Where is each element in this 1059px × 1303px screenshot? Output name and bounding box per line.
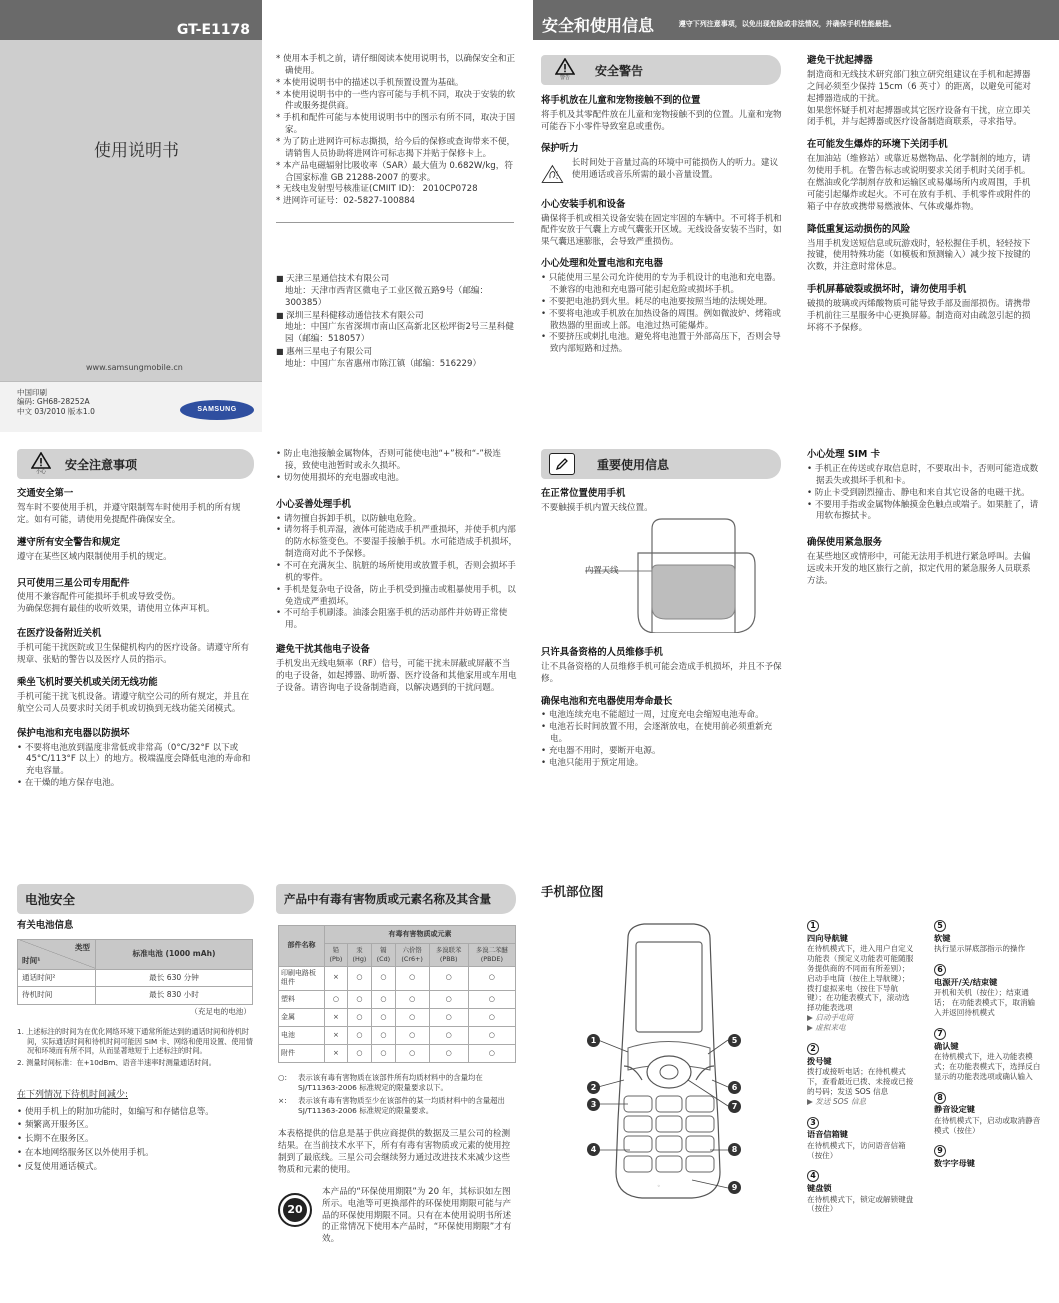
section-text: 当用手机发送短信息或玩游戏时，轻松握住手机，轻轻按下按键，使用特殊功能（如模板和预测输入）减少按下按键的次数，并注意时常休息。: [807, 238, 1031, 273]
warning-column-b: [807, 55, 1039, 335]
section-heading: 只许具备资格的人员维修手机: [541, 646, 663, 658]
note-item: * 本使用说明书中的一些内容可能与手机不同，取决于安装的软件或服务提供商。: [276, 90, 516, 114]
substance-mark: ○: [347, 1026, 371, 1044]
substance-mark: ×: [325, 966, 348, 990]
key-text: 执行显示屏底部指示的操作: [934, 944, 1026, 954]
substances-table: [278, 925, 516, 1063]
note-item: * 无线电发射型号核准证(CMIIT ID)： 2010CP0728: [276, 184, 516, 196]
info-header: [541, 449, 781, 479]
footnote: 1. 上述标注的时间为在优化网络环境下通常所能达到的通话时间和待机时间，实际通话时间和待机时间可能因 SIM 卡、网络和使用设置、使用情况和环境而有所不同，从而显著地短于上述标注的时间。: [17, 1027, 253, 1055]
section-text: 手机可能干扰飞机设备。请遵守航空公司的所有规定，并且在航空公司人员要求时关闭手机或切换到无线功能关闭模式。: [17, 691, 250, 714]
row-label: 通话时间²: [18, 969, 96, 986]
key-number: 1: [807, 920, 819, 932]
list-item: • 不可给手机刷漆。油漆会阻塞手机的活动部件并妨碍正常使用。: [276, 608, 518, 632]
company-name: 深圳三星科健移动通信技术有限公司: [286, 310, 424, 321]
legend: [278, 1073, 518, 1116]
key-number: 4: [807, 1170, 819, 1182]
bullet-list: [541, 273, 783, 356]
list-item: • 不要把电池扔到火里。耗尽的电池要按照当地的法规处理。: [541, 297, 783, 309]
model-number: GT-E1178: [176, 22, 250, 38]
battery-table: [17, 939, 253, 1005]
print-origin: 中国印刷: [17, 388, 47, 397]
phone-layout-title: 手机部位图: [533, 876, 783, 904]
table-row: [279, 990, 516, 1008]
table-row: [279, 1026, 516, 1044]
caution-icon-label: 小心: [35, 469, 46, 476]
key-description: [807, 1043, 915, 1107]
section-heading: 保护电池和充电器以防损坏: [17, 727, 130, 739]
substances-body: [279, 966, 516, 1062]
diagonal-header-cell: [18, 939, 96, 969]
eco-block: [278, 1187, 518, 1246]
key-description: [934, 964, 1042, 1018]
note-item: * 进网许可证号：02-5827-100884: [276, 196, 516, 208]
part-name: 电池: [279, 1026, 325, 1044]
callout-5: 5: [728, 1034, 741, 1047]
section-text: 在加油站（维修站）或靠近易燃物品、化学制剂的地方，请勿使用手机。在警告标志或说明要求关闭手机时关闭手机。在燃油或化学制剂存放和运输区或易爆场所内或周围，手机可能引起爆炸或起火。不可在放有手机、手机零件或附件的箱子中存放或携带易燃液体、气体或爆炸物。: [807, 154, 1031, 212]
bullet-list: [276, 449, 518, 485]
list-item: • 请勿擅自拆卸手机，以防触电危险。: [276, 514, 518, 526]
key-link-text: 发送 SOS 信息: [815, 1096, 867, 1106]
legend-mark: ○:: [278, 1072, 287, 1082]
section-text: 让不具备资格的人员维修手机可能会造成手机损坏，并且不予保修。: [541, 661, 782, 684]
table-header-row: [279, 926, 516, 944]
substance-mark: ○: [372, 1044, 396, 1062]
banner-title: 安全和使用信息: [542, 16, 655, 35]
part-name: 金属: [279, 1008, 325, 1026]
key-title: 拨号键: [807, 1055, 832, 1066]
section-heading: 避免干扰起搏器: [807, 55, 873, 66]
note-item: * 使用本手机之前，请仔细阅读本使用说明书，以确保安全和正确使用。: [276, 54, 516, 78]
legend-item: [278, 1096, 518, 1115]
section-text: 为确保您拥有最佳的收听效果，请使用立体声耳机。: [17, 604, 215, 615]
eco-period-badge: [278, 1193, 312, 1227]
callout-6: 6: [728, 1081, 741, 1094]
section-heading: 乘坐飞机时要关机或关闭无线功能: [17, 676, 158, 688]
warning-title: 安全警告: [595, 63, 644, 78]
warning-icon: [549, 57, 581, 83]
substance-mark: ○: [395, 990, 429, 1008]
company-list: [276, 273, 516, 371]
list-item: • 在本地网络服务区以外使用手机。: [17, 1147, 255, 1161]
note-item: * 本产品电磁辐射比吸收率（SAR）最大值为 0.682W/kg，符合国家标准 GB 21288-2007 的要求。: [276, 161, 516, 185]
substance-mark: ○: [429, 1026, 468, 1044]
footnotes: [17, 1027, 255, 1067]
info-title: 重要使用信息: [597, 457, 670, 472]
key-link-text: 虚拟来电: [815, 1023, 846, 1033]
substance-mark: ○: [395, 1008, 429, 1026]
section-heading: 手机屏幕破裂或损坏时，请勿使用手机: [807, 284, 967, 296]
keys-column-b: [934, 920, 1042, 1170]
callout-1: 1: [587, 1034, 600, 1047]
banner-subtitle: 遵守下列注意事项，以免出现危险或非法情况，并确保手机性能最佳。: [678, 19, 896, 28]
battery-subtitle: 有关电池信息: [17, 920, 74, 931]
reduce-title: 在下列情况下待机时间减少:: [17, 1090, 129, 1101]
callout-4: 4: [587, 1143, 600, 1156]
key-title: 静音设定键: [934, 1104, 975, 1115]
list-item: • 手机正在传送或存取信息时，不要取出卡，否则可能造成数据丢失或损坏手机和卡。: [807, 464, 1039, 488]
bullet-list: [807, 464, 1039, 523]
battery-header: [17, 884, 254, 914]
divider: [276, 222, 514, 223]
antenna-diagram: [541, 515, 783, 633]
key-title: 键盘锁: [807, 1183, 832, 1194]
substance-mark: ○: [429, 1044, 468, 1062]
company-address: 地址：中国广东省深圳市南山区高新北区松坪街2号三星科健园（邮编：518057）: [285, 322, 514, 345]
caution-header: [17, 449, 254, 479]
list-item: • 使用手机上的附加功能时，如编写和存储信息等。: [17, 1106, 255, 1120]
substance-mark: ○: [372, 1008, 396, 1026]
note-icon: [549, 453, 575, 475]
warning-column-a: [541, 95, 783, 356]
section-text: 驾车时不要使用手机，并遵守限制驾车时使用手机的所有规定。如有可能，请使用免提配件确保安全。: [17, 502, 241, 525]
warning-header: [541, 55, 781, 85]
table-row: [279, 1044, 516, 1062]
key-description: [807, 1170, 915, 1214]
table-row: [279, 1008, 516, 1026]
substance-mark: ○: [347, 1044, 371, 1062]
key-number: 9: [934, 1145, 946, 1157]
list-item: • 不要将电池放到温度非常低或非常高（0°C/32°F 以下或 45°C/113°F 以上）的地方。极端温度会降低电池的寿命和充电容量。: [17, 743, 253, 779]
company-item: [276, 310, 516, 347]
eco-period-number: 20: [283, 1198, 307, 1222]
callout-9: 9: [728, 1181, 741, 1194]
section-heading: 小心妥善处理手机: [276, 498, 352, 510]
key-title: 电源开/关/结束键: [934, 976, 998, 987]
callout-2: 2: [587, 1081, 600, 1094]
key-number: 3: [807, 1117, 819, 1129]
key-title: 数字字母键: [934, 1158, 975, 1169]
table-row: [279, 966, 516, 990]
list-item: • 电池只能用于预定用途。: [541, 758, 783, 770]
part-header: 部件名称: [279, 926, 325, 967]
key-title: 语音信箱键: [807, 1129, 848, 1140]
key-description: [807, 920, 915, 1033]
safety-banner: [533, 0, 1059, 40]
key-number: 8: [934, 1092, 946, 1104]
section-text: 在某些地区或情形中，可能无法用手机进行紧急呼叫。去偏远或未开发的地区旅行之前，拟定代用的紧急服务人员联系方法。: [807, 552, 1031, 586]
table-row: [18, 969, 253, 986]
section-heading: 保护听力: [541, 142, 579, 154]
list-item: • 电池若长时间放置不用，会逐渐放电，在使用前必须重新充电。: [541, 722, 783, 746]
legend-text: 表示该有毒有害物质至少在该部件的某一均质材料中的含量超出 SJ/T11363-2006 标准规定的限量要求。: [298, 1096, 505, 1115]
section-heading: 确保使用紧急服务: [807, 537, 883, 549]
substance-mark: ×: [325, 1008, 348, 1026]
list-item: • 不要用手指或金属物体触摸金色触点或端子。如果脏了，请用软布擦拭卡。: [807, 500, 1039, 524]
substance-mark: ×: [325, 1026, 348, 1044]
key-link: ▶ 启动手电筒: [807, 1013, 854, 1023]
caution-icon: [25, 451, 57, 477]
samsung-logo: SAMSUNG: [180, 400, 254, 420]
part-name: 附件: [279, 1044, 325, 1062]
substance-mark: ○: [429, 966, 468, 990]
section-heading: 确保电池和充电器使用寿命最长: [541, 695, 673, 707]
manual-title: 使用说明书: [94, 141, 179, 161]
section-heading: 只可使用三星公司专用配件: [17, 577, 130, 589]
substance-header: 六价铬 (Cr6+): [395, 944, 429, 967]
section-heading: 避免干扰其他电子设备: [276, 644, 370, 656]
key-description: [934, 920, 1042, 954]
company-address: 地址：天津市西青区微电子工业区微五路9号（邮编：300385）: [285, 285, 489, 308]
substance-mark: ○: [468, 966, 515, 990]
reduce-list: [17, 1106, 255, 1175]
substance-mark: ○: [395, 1044, 429, 1062]
key-text: 在待机模式下，进入功能表模式；在功能表模式下，选择反白显示的功能表选项或确认输入: [934, 1051, 1041, 1081]
caution-column-b: [276, 449, 518, 695]
key-text: 在待机模式下，启动或取消静音模式（按住）: [934, 1115, 1041, 1135]
key-description: [934, 1028, 1042, 1082]
key-text: 开机和关机（按住）；结束通话； 在功能表模式下，取消输入并返回待机模式: [934, 988, 1036, 1017]
key-title: 软键: [934, 932, 951, 943]
battery-title: 电池安全: [25, 892, 76, 907]
notes-column: [276, 54, 516, 223]
substance-header: 镉 (Cd): [372, 944, 396, 967]
list-item: • 充电器不用时，要断开电源。: [541, 746, 783, 758]
phone-diagram: [580, 920, 750, 1210]
section-heading: 将手机放在儿童和宠物接触不到的位置: [541, 95, 701, 106]
key-text: 拨打或接听电话；在待机模式下，查看最近已拨、未接或已接的号码；发送 SOS 信息: [807, 1067, 914, 1096]
list-item: • 不要将电池或手机放在加热设备的周围。例如微波炉、烤箱或散热器的里面或上部。电池过热可能爆炸。: [541, 309, 783, 333]
substance-mark: ○: [468, 990, 515, 1008]
company-name: 天津三星通信技术有限公司: [286, 274, 390, 284]
version-info: 中文 03/2010 版本1.0: [17, 406, 95, 416]
substance-mark: ○: [347, 990, 371, 1008]
list-item: • 手机是复杂电子设备，防止手机受到撞击或粗暴使用手机，以免造成严重损坏。: [276, 585, 518, 609]
key-number: 2: [807, 1043, 819, 1055]
list-item: • 切勿使用损坏的充电器或电池。: [276, 473, 518, 485]
substance-mark: ○: [325, 990, 348, 1008]
section-heading: 在可能发生爆炸的环境下关闭手机: [807, 139, 948, 151]
substance-mark: ○: [347, 1008, 371, 1026]
info-column-b: [807, 449, 1039, 588]
time-label: 时间¹: [22, 955, 41, 965]
antenna-figure: [541, 515, 783, 633]
company-item: [276, 273, 516, 310]
phone-figure: [580, 920, 750, 1210]
legend-item: [278, 1073, 518, 1092]
svg-text:◦: ◦: [657, 1183, 661, 1190]
warning-icon-label: 警告: [559, 75, 570, 82]
substance-mark: ○: [395, 1026, 429, 1044]
antenna-label: 内置天线: [585, 564, 619, 575]
substance-header: 多溴二苯醚 (PBDE): [468, 944, 515, 967]
companies-column: [276, 273, 516, 371]
substances-column: [278, 925, 518, 1246]
group-header: 有毒有害物质或元素: [325, 926, 516, 944]
key-link: ▶ 发送 SOS 信息: [807, 1096, 867, 1106]
section-text: 不要触摸手机内置天线位置。: [541, 502, 653, 513]
section-text: 使用不兼容配件可能损坏手机或导致受伤。: [17, 592, 181, 603]
substance-mark: ○: [372, 966, 396, 990]
section-heading: 交通安全第一: [17, 488, 74, 499]
key-title: 确认键: [934, 1040, 959, 1051]
info-column-a: [541, 488, 783, 770]
part-name: 印刷电路板组件: [279, 966, 325, 990]
key-text: 在待机模式下，访问语音信箱（按住）: [807, 1140, 906, 1160]
key-description: [934, 1145, 1042, 1169]
section-text: 如果您怀疑手机对起搏器或其它医疗设备有干扰，应立即关闭手机，并与起搏器或医疗设备制造商联系，寻求指导。: [807, 105, 1031, 128]
section-heading: 小心处理 SIM 卡: [807, 449, 880, 460]
key-number: 7: [934, 1028, 946, 1040]
eco-period-text: 本产品的“环保使用期限”为 20 年，其标识如左图所示。电池等可更换部件的环保使用期限可能与产品的环保使用期限不同。只有在本使用说明书所述的正常情况下使用本产品时，“环保使用期限”才有效。: [322, 1186, 512, 1245]
substance-mark: ○: [395, 966, 429, 990]
list-item: • 防止电池接触金属物体，否则可能使电池“+”极和“-”极连接，致使电池暂时或永久损坏。: [276, 449, 518, 473]
section-heading: 遵守所有安全警告和规定: [17, 536, 121, 548]
section-text: 手机发出无线电频率（RF）信号，可能干扰未屏蔽或屏蔽不当的电子设备，如起搏器、助听器、医疗设备和其他家用或车用电子设备。请咨询电子设备制造商，以解决遇到的干扰问题。: [276, 659, 517, 693]
section-heading: 降低重复运动损伤的风险: [807, 223, 911, 235]
bullet-list: [17, 743, 253, 790]
key-number: 5: [934, 920, 946, 932]
section-text: 破损的玻璃或丙烯酸物质可能导致手部及面部损伤。请携带手机前往三星服务中心更换屏幕。制造商对由疏忽引起的损坏将不予保修。: [807, 299, 1031, 333]
bullet-list: [541, 710, 783, 769]
legend-mark: ×:: [278, 1096, 287, 1106]
section-text: 制造商和无线技术研究部门独立研究组建议在手机和起搏器之间必须至少保持 15cm（6 英寸）的距离，以避免可能对起搏器造成的干扰。: [807, 69, 1032, 104]
part-code: 编码: GH68-28252A: [17, 397, 90, 407]
substance-mark: ×: [325, 1044, 348, 1062]
key-text: 在待机模式下，锁定或解锁键盘（按住）: [807, 1194, 914, 1214]
caution-column-a: [17, 488, 253, 790]
row-value: 最长 630 分钟: [96, 969, 253, 986]
substance-header: 铅 (Pb): [325, 944, 348, 967]
substance-mark: ○: [347, 966, 371, 990]
list-item: • 电池连续充电不能超过一周，过度充电会缩短电池寿命。: [541, 710, 783, 722]
list-item: • 反复使用通话模式。: [17, 1161, 255, 1175]
substance-mark: ○: [468, 1044, 515, 1062]
caution-title: 安全注意事项: [65, 457, 138, 472]
table-row: [18, 987, 253, 1004]
key-description: [934, 1092, 1042, 1136]
list-item: • 在干燥的地方保存电池。: [17, 778, 253, 790]
substances-paragraph: 本表格提供的信息是基于供应商提供的数据及三星公司的检测结果。在当前技术水平下，所有有毒有害物质或元素的使用控制到了最底线。三星公司会继续努力通过改进技术来减少这些物质和元素的使用。: [278, 1129, 511, 1176]
note-item: * 本使用说明书中的描述以手机预置设置为基础。: [276, 78, 516, 90]
row-value: 最长 830 小时: [96, 987, 253, 1004]
substance-header: 汞 (Hg): [347, 944, 371, 967]
substance-mark: ○: [429, 1008, 468, 1026]
cover-panel: [0, 0, 262, 432]
note-item: * 为了防止进网许可标志撕损，给今后的保修或查询带来不便，请销售人员协助将进网许可标志揭下并贴于保修卡上。: [276, 137, 516, 161]
list-item: • 长期不在服务区。: [17, 1133, 255, 1147]
substance-mark: ○: [468, 1008, 515, 1026]
key-link: ▶ 虚拟来电: [807, 1023, 846, 1033]
standard-battery-header: 标准电池 (1000 mAh): [96, 939, 253, 969]
website-url[interactable]: www.samsungmobile.cn: [86, 363, 183, 372]
callout-7: 7: [728, 1100, 741, 1113]
battery-column: [17, 920, 255, 1174]
substances-header: [276, 884, 516, 914]
callout-3: 3: [587, 1098, 600, 1111]
hearing-block: [541, 158, 783, 190]
part-name: 塑料: [279, 990, 325, 1008]
legend-text: 表示该有毒有害物质在该部件所有均质材料中的含量均在 SJ/T11363-2006 标准规定的限量要求以下。: [298, 1072, 483, 1092]
section-text: 手机可能干扰医院或卫生保健机构内的医疗设备。请遵守所有规章、张贴的警告以及医疗人员的指示。: [17, 643, 250, 666]
section-text: 确保将手机或相关设备安装在固定牢固的车辆中。不可将手机和配件安放于气囊上方或气囊张开区域。无线设备安装不当时，如果气囊迅速膨胀，会导致严重损伤。: [541, 213, 782, 248]
key-text: 在待机模式下，进入用户自定义功能表（预定义功能表可能随服务提供商的不同而有所差别）；启动手电筒（按住上导航键）；拨打虚拟来电（按住下导航键）；在功能表模式下，滚动选择功能表选项: [807, 944, 914, 1013]
key-description: [807, 1117, 915, 1161]
key-number: 6: [934, 964, 946, 976]
type-label: 类型: [74, 942, 90, 952]
list-item: • 不要挤压或刺扎电池。避免将电池置于外部高压下，否则会导致内部短路和过热。: [541, 332, 783, 356]
section-heading: 小心安装手机和设备: [541, 198, 626, 210]
section-heading: 在正常位置使用手机: [541, 488, 626, 499]
table-header-row: [18, 939, 253, 969]
substance-mark: ○: [429, 990, 468, 1008]
callout-8: 8: [728, 1143, 741, 1156]
section-text: 长时间处于音量过高的环境中可能损伤人的听力。建议使用通话或音乐所需的最小音量设置。: [571, 157, 779, 180]
list-item: • 防止卡受到剧烈撞击、静电和来自其它设备的电磁干扰。: [807, 488, 1039, 500]
list-item: • 只能使用三星公司允许使用的专为手机设计的电池和充电器。不兼容的电池和充电器可能引起危险或损坏手机。: [541, 273, 783, 297]
notes-list: [276, 54, 516, 208]
section-heading: 小心处理和处置电池和充电器: [541, 258, 663, 270]
substances-title: 产品中有毒有害物质或元素名称及其含量: [284, 892, 491, 906]
list-item: • 频繁离开服务区。: [17, 1119, 255, 1133]
section-heading: 在医疗设备附近关机: [17, 628, 102, 640]
bullet-list: [276, 514, 518, 633]
list-item: • 不可在充满灰尘、肮脏的场所使用或放置手机，否则会损坏手机的零件。: [276, 561, 518, 585]
note-item: * 手机和配件可能与本使用说明书中的图示有所不同，取决于国家。: [276, 113, 516, 137]
company-item: [276, 346, 516, 371]
keys-column-a: [807, 920, 915, 1214]
substance-mark: ○: [372, 1026, 396, 1044]
section-text: 将手机及其零配件放在儿童和宠物接触不到的位置。儿童和宠物可能吞下小零件导致窒息或重伤。: [541, 109, 782, 132]
substance-mark: ○: [372, 990, 396, 1008]
footnote: 2. 测量时间标准：在+10dBm、语音半速率时测量通话时间。: [17, 1058, 216, 1068]
key-link-text: 启动手电筒: [815, 1013, 854, 1023]
company-name: 惠州三星电子有限公司: [286, 347, 373, 358]
table-note: （充足电的电池）: [190, 1006, 251, 1016]
substance-header: 多溴联苯 (PBB): [429, 944, 468, 967]
substance-mark: ○: [468, 1026, 515, 1044]
section-text: 遵守在某些区域内限制使用手机的规定。: [17, 551, 172, 562]
key-title: 四向导航键: [807, 932, 848, 943]
list-item: • 请勿将手机弄湿，液体可能造成手机严重损坏，并使手机内部的防水标签变色。不要湿手接触手机。水可能造成手机损坏，制造商对此不予保修。: [276, 525, 518, 561]
company-address: 地址：中国广东省惠州市陈江镇（邮编：516229）: [285, 359, 482, 370]
hearing-warning-icon: [541, 158, 564, 190]
row-label: 待机时间: [18, 987, 96, 1004]
